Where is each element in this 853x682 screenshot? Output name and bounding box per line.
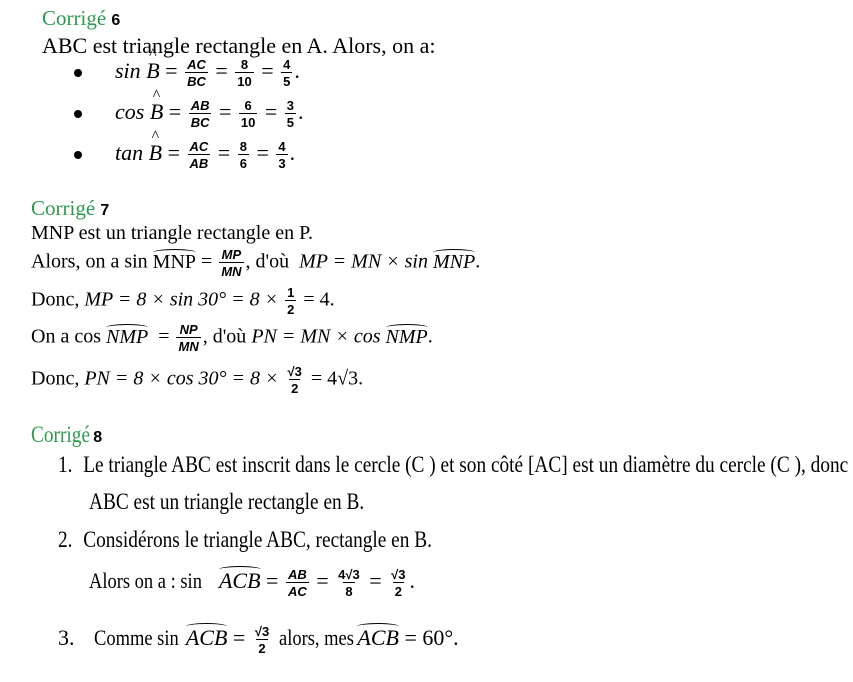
- c8-item-2-formula: Alors on a : sin ACB = $\frac{AB}{AC}$ = $\frac{4√3}{8}$ = $\frac{√3}{2}$ .: [89, 567, 416, 599]
- angle-arc: MNP: [433, 250, 476, 273]
- c8-item-1-line2: ABC est un triangle rectangle en B.: [89, 489, 365, 514]
- heading-number: 8: [93, 429, 103, 446]
- fraction: $\frac{√3}{2}$: [391, 567, 406, 599]
- c8-item-3: 3. Comme sin ACB = $\frac{√3}{2}$ alors, mes ACB = 60°.: [58, 624, 459, 656]
- fraction: $\frac{AB}{BC}$: [190, 98, 210, 130]
- fraction: $\frac{3}{5}$: [286, 98, 295, 130]
- c7-line3: Donc, MP = 8 × sin 30° = 8 × $\frac{1}{2}$ = 4.: [31, 285, 335, 317]
- c7-line5: Donc, PN = 8 × cos 30° = 8 × $\frac{√3}{2}$ = 4√3.: [31, 364, 364, 396]
- fraction: $\frac{AC}{AB}$: [189, 139, 209, 171]
- func-name: tan: [115, 140, 144, 166]
- heading-label: Corrigé: [42, 6, 107, 30]
- angle-arc: ACB: [185, 625, 228, 651]
- item-text: Le triangle ABC est inscrit dans le cercle (C ) et son côté [AC] est un diamètre du cercle (C ), donc: [83, 452, 849, 477]
- item-number: 2.: [58, 527, 73, 552]
- sin-formula: sin ^ B = $\frac{AC}{BC}$ = $\frac{8}{10}$ = $\frac{4}{5}$ .: [74, 58, 300, 88]
- tan-formula: tan ^ B = $\frac{AC}{AB}$ = $\frac{8}{6}$ = $\frac{4}{3}$ .: [74, 140, 295, 170]
- heading-number: 6: [111, 12, 121, 29]
- c7-line2: Alors, on a sin MNP = $\frac{MP}{MN}$ , d'où MP = MN × sin MNP.: [31, 247, 481, 279]
- fraction: $\frac{√3}{2}$: [254, 624, 270, 656]
- bullet-icon: [74, 69, 82, 77]
- fraction: $\frac{√3}{2}$: [287, 364, 302, 396]
- bullet-icon: [74, 110, 82, 118]
- corrige-7-heading: [31, 196, 109, 221]
- item-number: 3.: [58, 625, 75, 651]
- corrige-6-intro: ABC est triangle rectangle en A. Alors, on a:: [42, 33, 436, 58]
- corrige-6-heading: [42, 6, 120, 31]
- angle-label: ^ B: [150, 99, 163, 125]
- fraction: $\frac{AC}{BC}$: [187, 57, 206, 89]
- angle-arc: NMP: [385, 325, 428, 348]
- c8-item-2: [58, 527, 503, 553]
- fraction: $\frac{NP}{MN}$: [178, 322, 199, 354]
- fraction: $\frac{8}{6}$: [239, 139, 247, 171]
- item-text: Considérons le triangle ABC, rectangle en B.: [83, 527, 432, 552]
- func-name: cos: [115, 99, 145, 125]
- fraction: $\frac{1}{2}$: [287, 285, 295, 317]
- heading-label: Corrigé: [31, 422, 91, 447]
- fraction: $\frac{4√3}{8}$: [338, 567, 360, 599]
- fraction: $\frac{AB}{AC}$: [287, 567, 307, 599]
- fraction: $\frac{4}{5}$: [283, 57, 291, 89]
- item-number: 1.: [58, 452, 73, 477]
- fraction: $\frac{6}{10}$: [240, 98, 256, 130]
- bullet-icon: [74, 151, 82, 159]
- angle-arc: ACB: [218, 568, 261, 594]
- angle-label: ^ B: [149, 140, 162, 166]
- fraction: $\frac{MP}{MN}$: [221, 247, 242, 279]
- heading-label: Corrigé: [31, 196, 96, 220]
- fraction: $\frac{8}{10}$: [237, 57, 252, 89]
- c7-line4: On a cos NMP = $\frac{NP}{MN}$ , d'où PN = MN × cos NMP.: [31, 322, 433, 354]
- func-name: sin: [115, 58, 141, 84]
- heading-number: 7: [100, 202, 110, 219]
- angle-arc: NMP: [105, 325, 149, 348]
- angle-arc: ACB: [357, 625, 399, 651]
- fraction: $\frac{4}{3}$: [278, 139, 286, 171]
- cos-formula: cos ^ B = $\frac{AB}{BC}$ = $\frac{6}{10}$ = $\frac{3}{5}$ .: [74, 99, 304, 129]
- c8-item-1: [58, 452, 853, 478]
- angle-label: ^ B: [146, 58, 159, 84]
- angle-arc: MNP: [152, 250, 197, 273]
- corrige-8-heading: [31, 422, 102, 448]
- c7-line1: MNP est un triangle rectangle en P.: [31, 222, 313, 244]
